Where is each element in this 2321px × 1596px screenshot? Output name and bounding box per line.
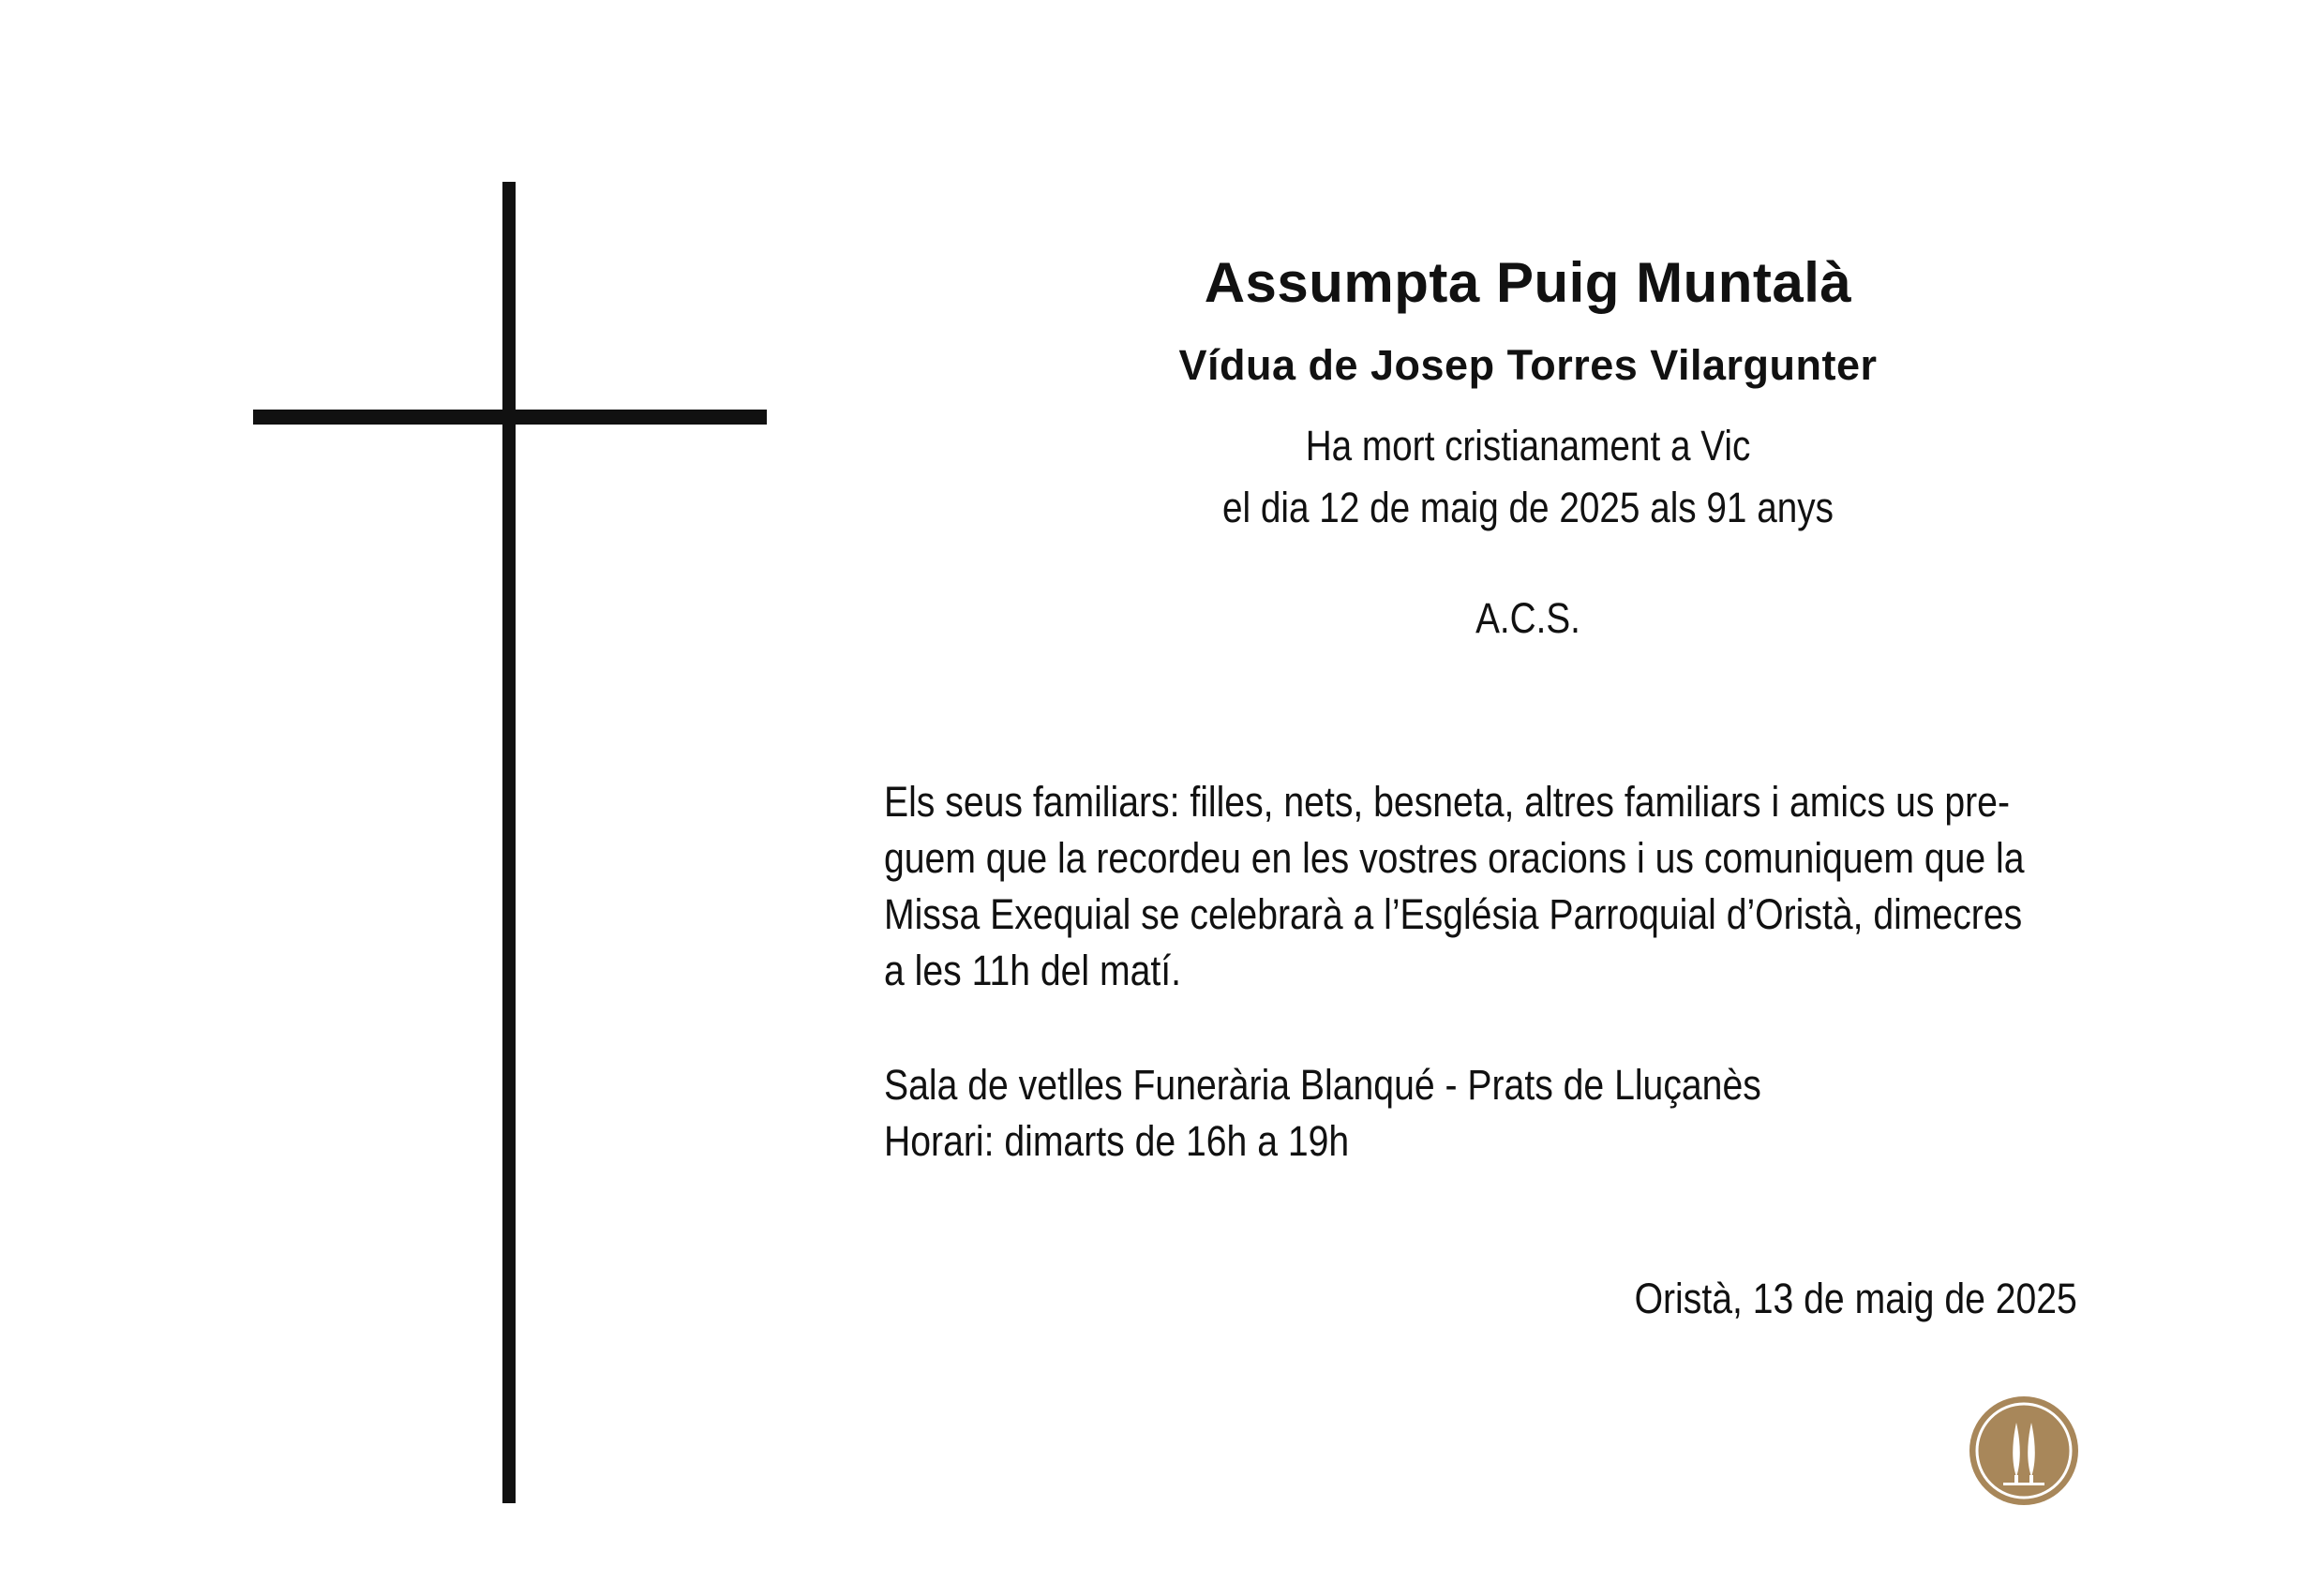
wake-info: [884, 1057, 1928, 1170]
spouse-line: Vídua de Josep Torres Vilargunter: [1178, 341, 1878, 389]
death-line-2: el dia 12 de maig de 2025 als 91 anys: [1222, 484, 1834, 531]
wake-location: Sala de vetlles Funerària Blanqué - Prats de Lluçanès: [884, 1061, 1761, 1109]
family-line: Els seus familiars: filles, nets, besneta, altres familiars i amics us pre-: [884, 778, 2011, 826]
family-line: a les 11h del matí.: [884, 947, 1182, 994]
cross-icon: [502, 182, 516, 1503]
funeral-home-logo-icon: [1968, 1395, 2080, 1507]
family-line: guem que la recordeu en les vostres oracions i us comuniquem que la: [884, 834, 2025, 882]
place-date: Oristà, 13 de maig de 2025: [1634, 1275, 2077, 1322]
family-line: Missa Exequial se celebrarà a l’Església Parroquial d’Oristà, dimecres: [884, 890, 2023, 938]
family-paragraph: [884, 774, 2025, 999]
acs-text: A.C.S.: [1475, 594, 1580, 642]
deceased-name: Assumpta Puig Muntalà: [1204, 251, 1852, 314]
wake-hours: Horari: dimarts de 16h a 19h: [884, 1117, 1350, 1165]
death-line-1: Ha mort cristianament a Vic: [1305, 422, 1751, 470]
